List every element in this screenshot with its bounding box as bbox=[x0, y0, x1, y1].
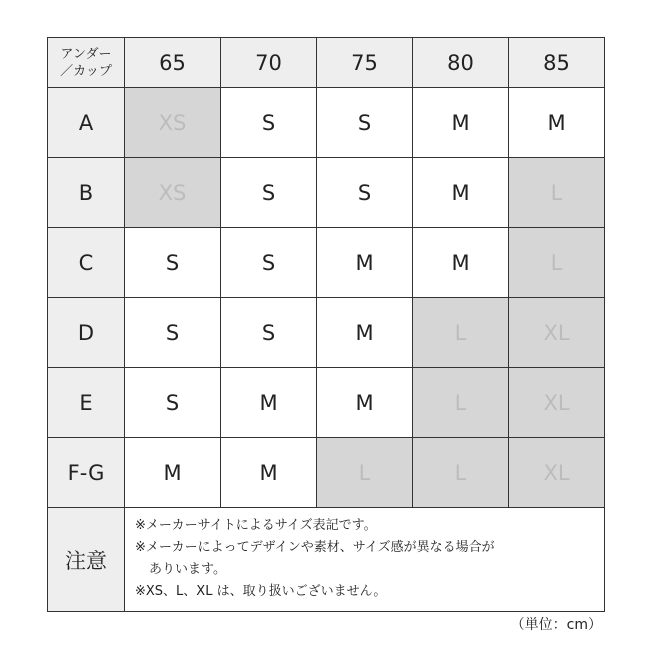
note-line: ※XS、L、XL は、取り扱いございません。 bbox=[135, 584, 387, 599]
size-cell: S bbox=[221, 88, 317, 158]
size-cell: M bbox=[509, 88, 605, 158]
header-row bbox=[48, 38, 605, 88]
corner-label-cup: ／カップ bbox=[60, 63, 112, 79]
row-header-b: B bbox=[48, 158, 125, 228]
column-header-65: 65 bbox=[125, 38, 221, 88]
size-cell: L bbox=[413, 438, 509, 508]
note-line: ※メーカーサイトによるサイズ表記です。 bbox=[135, 518, 377, 533]
size-cell: M bbox=[413, 88, 509, 158]
table-row bbox=[48, 438, 605, 508]
note-line: ※メーカーによってデザインや素材、サイズ感が異なる場合が bbox=[135, 540, 495, 555]
column-header-80: 80 bbox=[413, 38, 509, 88]
size-cell: M bbox=[413, 158, 509, 228]
column-header-70: 70 bbox=[221, 38, 317, 88]
table-row bbox=[48, 158, 605, 228]
size-cell: S bbox=[125, 368, 221, 438]
size-cell: M bbox=[221, 438, 317, 508]
size-cell: S bbox=[221, 158, 317, 228]
size-cell: M bbox=[221, 368, 317, 438]
note-label: 注意 bbox=[48, 508, 125, 612]
size-cell: S bbox=[221, 228, 317, 298]
size-cell: M bbox=[317, 228, 413, 298]
size-cell: XL bbox=[509, 438, 605, 508]
table-row bbox=[48, 368, 605, 438]
size-cell: L bbox=[317, 438, 413, 508]
row-header-a: A bbox=[48, 88, 125, 158]
size-cell: S bbox=[317, 88, 413, 158]
size-cell: XL bbox=[509, 298, 605, 368]
size-cell: S bbox=[125, 228, 221, 298]
column-header-85: 85 bbox=[509, 38, 605, 88]
row-header-c: C bbox=[48, 228, 125, 298]
note-line: ありいます。 bbox=[149, 562, 226, 577]
size-cell: L bbox=[509, 228, 605, 298]
corner-label-under: アンダー bbox=[60, 46, 112, 62]
size-cell: XS bbox=[125, 88, 221, 158]
row-header-d: D bbox=[48, 298, 125, 368]
size-cell: XL bbox=[509, 368, 605, 438]
notes-row bbox=[48, 508, 605, 612]
size-cell: S bbox=[317, 158, 413, 228]
size-cell: S bbox=[125, 298, 221, 368]
size-cell: M bbox=[125, 438, 221, 508]
size-cell: M bbox=[317, 368, 413, 438]
size-cell: L bbox=[413, 368, 509, 438]
table-row bbox=[48, 88, 605, 158]
size-cell: L bbox=[413, 298, 509, 368]
size-cell: M bbox=[317, 298, 413, 368]
column-header-75: 75 bbox=[317, 38, 413, 88]
table-row bbox=[48, 298, 605, 368]
size-cell: L bbox=[509, 158, 605, 228]
table-row bbox=[48, 228, 605, 298]
size-chart-table bbox=[47, 37, 605, 612]
size-cell: XS bbox=[125, 158, 221, 228]
size-cell: M bbox=[413, 228, 509, 298]
unit-label: （単位：cm） bbox=[510, 617, 602, 633]
size-cell: S bbox=[221, 298, 317, 368]
notes-cell bbox=[125, 508, 605, 612]
corner-header bbox=[48, 38, 125, 88]
row-header-e: E bbox=[48, 368, 125, 438]
row-header-f-g: F-G bbox=[48, 438, 125, 508]
